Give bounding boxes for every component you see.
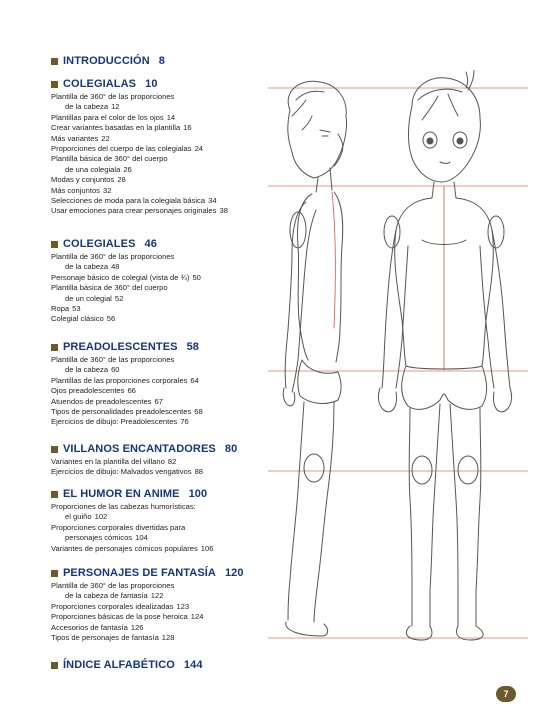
section-page: 8 [158,55,165,67]
toc-item[interactable] [51,92,228,113]
item-page: 14 [166,112,176,122]
square-bullet-icon [51,662,58,669]
front-view-figure [378,70,511,640]
item-text: Ojos preadolescentes [51,386,125,396]
item-text: Plantilla de 360° de las proporciones [51,581,175,590]
toc-item[interactable] [51,314,201,324]
item-text: Modas y conjuntos [51,175,115,185]
item-page: 16 [183,123,192,133]
item-page: 52 [114,293,124,303]
item-page: 38 [219,206,228,216]
toc-item[interactable] [51,523,213,544]
section-page: 46 [144,238,157,250]
item-text: Colegial clásico [51,314,104,324]
item-page: 64 [190,375,199,385]
toc-item[interactable] [51,457,237,467]
toc-items [51,92,228,217]
square-bullet-icon [51,241,58,248]
item-text: Plantilla de 360° de las proporciones [51,355,175,364]
toc-item[interactable] [51,206,228,216]
toc-section-preadolescentes [51,340,203,428]
toc-item[interactable] [51,123,228,133]
toc-section-colegialas [51,77,228,217]
section-title: COLEGIALAS [63,78,137,90]
item-cont: personajes cómicos [65,533,133,543]
section-page: 80 [224,443,238,455]
section-title: EL HUMOR EN ANIME [63,488,180,500]
item-text: Variantes de personajes cómicos populares [51,543,198,553]
square-bullet-icon [51,58,58,65]
toc-items [51,581,244,643]
item-page: 28 [117,175,126,185]
item-text: Variantes en la plantilla del villano [51,457,165,466]
item-page: 106 [200,543,214,553]
item-text: Tipos de personajes de fantasía [51,633,159,643]
section-title: COLEGIALES [63,238,136,250]
item-cont: de un colegial [65,293,112,303]
item-cont: de la cabeza [65,262,109,272]
section-page: 120 [224,567,244,579]
toc-item[interactable] [51,544,213,554]
item-page: 82 [167,457,177,466]
toc-item[interactable] [51,407,203,417]
item-text: Plantilla de 360° de las proporciones [51,92,175,101]
item-text: Más variantes [51,133,99,143]
toc-item[interactable] [51,304,201,314]
item-page: 76 [180,417,189,427]
page-number-badge: 7 [496,686,516,702]
item-cont: el guiño [65,512,92,522]
toc-section-indice [51,658,203,673]
item-text: Ropa [51,304,70,314]
item-page: 88 [194,467,204,477]
section-heading[interactable] [51,442,237,456]
toc-section-villanos [51,442,237,478]
toc-item[interactable] [51,467,237,477]
item-cont: de la cabeza [65,365,109,375]
item-text: Atuendos de preadolescentes [51,396,152,406]
toc-item[interactable] [51,376,203,386]
toc-item[interactable] [51,633,244,643]
item-page: 12 [111,102,120,112]
item-cont: de la cabeza [65,102,109,112]
section-title: ÍNDICE ALFABÉTICO [63,659,175,671]
toc-items [51,355,203,428]
section-heading[interactable] [51,340,203,354]
toc-item[interactable] [51,113,228,123]
toc-item[interactable] [51,144,228,154]
item-page: 22 [101,133,110,143]
section-title: INTRODUCCIÓN [63,55,150,67]
section-heading[interactable] [51,658,203,672]
section-page: 58 [186,341,200,353]
toc-item[interactable] [51,397,203,407]
square-bullet-icon [51,446,58,453]
section-title: PERSONAJES DE FANTASÍA [63,567,216,579]
item-page: 34 [208,196,217,206]
item-page: 53 [72,304,81,314]
item-cont: de una colegiala [65,164,121,174]
item-page: 123 [176,601,190,611]
item-page: 60 [111,365,120,375]
section-heading[interactable] [51,237,201,251]
toc-item[interactable] [51,273,201,283]
item-page: 67 [154,396,163,406]
item-page: 122 [150,591,164,601]
item-page: 24 [194,144,204,154]
item-text: Plantilla de 360° de las proporciones [51,252,175,261]
toc-item[interactable] [51,154,228,175]
character-sketch-illustration [262,70,532,670]
item-page: 68 [194,407,203,417]
toc-item[interactable] [51,252,201,273]
item-text: Plantilla básica de 360° del cuerpo [51,154,168,164]
item-page: 66 [127,386,136,396]
section-page: 144 [183,659,203,671]
item-page: 56 [106,314,116,324]
section-title: VILLANOS ENCANTADORES [63,443,216,455]
item-text: Crear variantes basadas en la plantilla [51,123,181,133]
toc-item[interactable] [51,417,203,427]
toc-item[interactable] [51,581,244,602]
toc-item[interactable] [51,196,228,206]
toc-items [51,457,237,478]
toc-item[interactable] [51,612,244,622]
item-text: Personaje básico de colegial (vista de ¾) [51,272,190,282]
item-page: 26 [123,164,132,174]
section-heading[interactable] [51,566,244,580]
item-text: Plantillas de las proporciones corporales [51,375,188,385]
item-text: Proporciones básicas de la pose heroica [51,612,188,622]
item-page: 50 [192,272,201,282]
item-text: Usar emociones para crear personajes originales [51,206,217,216]
item-text: Accesorios de fantasía [51,622,128,632]
toc-item[interactable] [51,355,203,376]
item-page: 104 [135,533,148,543]
section-heading[interactable] [51,487,213,501]
toc-item[interactable] [51,186,228,196]
item-text: Más conjuntos [51,185,100,195]
item-text: Tipos de personalidades preadolescentes [51,407,192,417]
item-page: 126 [130,622,144,632]
toc-section-intro [51,54,165,69]
item-page: 128 [161,633,175,643]
item-cont: de la cabeza de fantasía [65,591,148,601]
section-heading[interactable] [51,54,165,68]
item-text: Plantillas para el color de los ojos [51,112,164,122]
toc-item[interactable] [51,283,201,304]
section-page: 10 [145,78,158,90]
toc-item[interactable] [51,602,244,612]
item-text: Selecciones de moda para la colegiala básica [51,196,206,206]
toc-section-fantasia [51,566,244,643]
toc-section-humor [51,487,213,554]
square-bullet-icon [51,491,58,498]
item-text: Ejercicios de dibujo: Malvados vengativos [51,467,192,477]
item-text: Plantilla básica de 360° del cuerpo [51,283,168,293]
section-page: 100 [188,488,208,500]
toc-items [51,502,213,554]
square-bullet-icon [51,570,58,577]
item-text: Proporciones del cuerpo de las colegialas [51,144,192,154]
section-title: PREADOLESCENTES [63,341,178,353]
square-bullet-icon [51,344,58,351]
square-bullet-icon [51,81,58,88]
section-heading[interactable] [51,77,228,91]
item-text: Proporciones corporales idealizadas [51,601,174,611]
item-page: 124 [190,612,204,622]
item-text: Proporciones de las cabezas humorísticas: [51,502,196,511]
toc-items [51,252,201,325]
toc-item[interactable] [51,175,228,185]
item-page: 102 [94,512,108,522]
toc-item[interactable] [51,623,244,633]
item-page: 48 [111,262,120,272]
item-text: Proporciones corporales divertidas para [51,522,186,532]
item-page: 32 [102,185,112,195]
toc-item[interactable] [51,134,228,144]
toc-item[interactable] [51,502,213,523]
item-text: Ejercicios de dibujo: Preadolescentes [51,417,178,427]
toc-section-colegiales [51,237,201,325]
side-view-figure [283,81,346,636]
toc-item[interactable] [51,386,203,396]
